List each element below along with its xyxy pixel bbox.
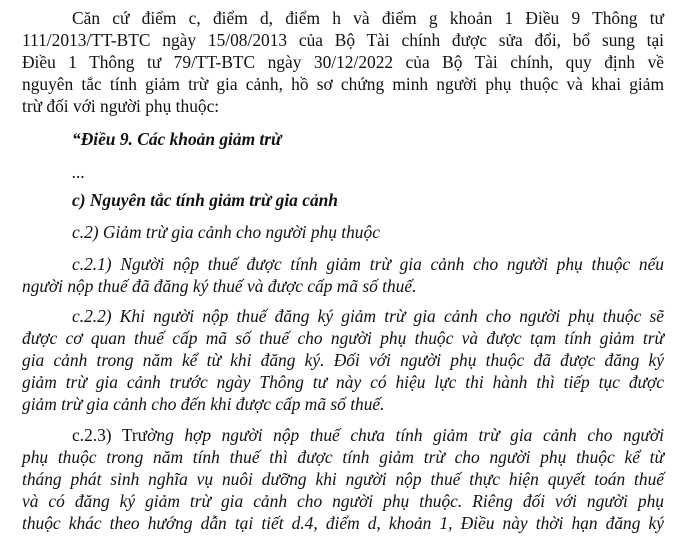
c23-head-plain: c.2.3) Trư (72, 425, 148, 445)
c21-line-2: người nộp thuế đã đăng ký thuế và được cấp mã số thuế. (22, 276, 417, 296)
section-c-heading: c) Nguyên tắc tính giảm trừ gia cảnh (72, 190, 338, 210)
c23-line-4: và có đăng ký giảm trừ gia cảnh cho người phụ thuộc. Riêng đối với người phụ (22, 491, 664, 511)
c23-line-2: phụ thuộc trong năm tính thuế thì được tính giảm trừ cho người phụ thuộc kể từ (22, 447, 664, 467)
intro-line-3: Điều 1 Thông tư 79/TT-BTC ngày 30/12/2022 của Bộ Tài chính, quy định về (22, 52, 664, 72)
c2-heading: c.2) Giảm trừ gia cảnh cho người phụ thuộc (72, 222, 380, 242)
c22-line-3: gia cảnh trong năm kể từ khi đăng ký. Đối với người phụ thuộc đã được đăng ký (22, 350, 664, 370)
intro-line-1: Căn cứ điểm c, điểm d, điểm h và điểm g khoản 1 Điều 9 Thông tư (72, 8, 664, 28)
c23-head-italic: ờng hợp người nộp thuế chưa tính giảm trừ gia cảnh cho người (147, 425, 665, 445)
intro-line-2: 111/2013/TT-BTC ngày 15/08/2013 của Bộ Tài chính được sửa đổi, bổ sung tại (22, 30, 664, 50)
c23-line-1 (72, 424, 664, 446)
intro-line-5: trừ đối với người phụ thuộc: (22, 96, 220, 116)
c22-line-1: c.2.2) Khi người nộp thuế đăng ký giảm trừ gia cảnh cho người phụ thuộc sẽ (72, 306, 664, 326)
c23-line-5: thuộc khác theo hướng dẫn tại tiết d.4, điểm d, khoản 1, Điều này thời hạn đăng ký (22, 513, 664, 533)
c22-line-4: giảm trừ gia cảnh trước ngày Thông tư này có hiệu lực thi hành thì tiếp tục được (22, 372, 664, 392)
c22-line-5: giảm trừ gia cảnh cho đến khi được cấp mã số thuế. (22, 394, 385, 414)
c21-line-1: c.2.1) Người nộp thuế được tính giảm trừ gia cảnh cho người phụ thuộc nếu (72, 254, 664, 274)
intro-line-4: nguyên tắc tính giảm trừ gia cảnh, hồ sơ chứng minh người phụ thuộc và khai giảm (22, 74, 664, 94)
c22-line-2: được cơ quan thuế cấp mã số thuế cho người phụ thuộc và được tạm tính giảm trừ (22, 328, 664, 348)
ellipsis: ... (72, 162, 86, 182)
article-title: “Điều 9. Các khoản giảm trừ (72, 129, 282, 149)
c23-line-3: tháng phát sinh nghĩa vụ nuôi dưỡng khi người nộp thuế thực hiện quyết toán thuế (22, 469, 664, 489)
